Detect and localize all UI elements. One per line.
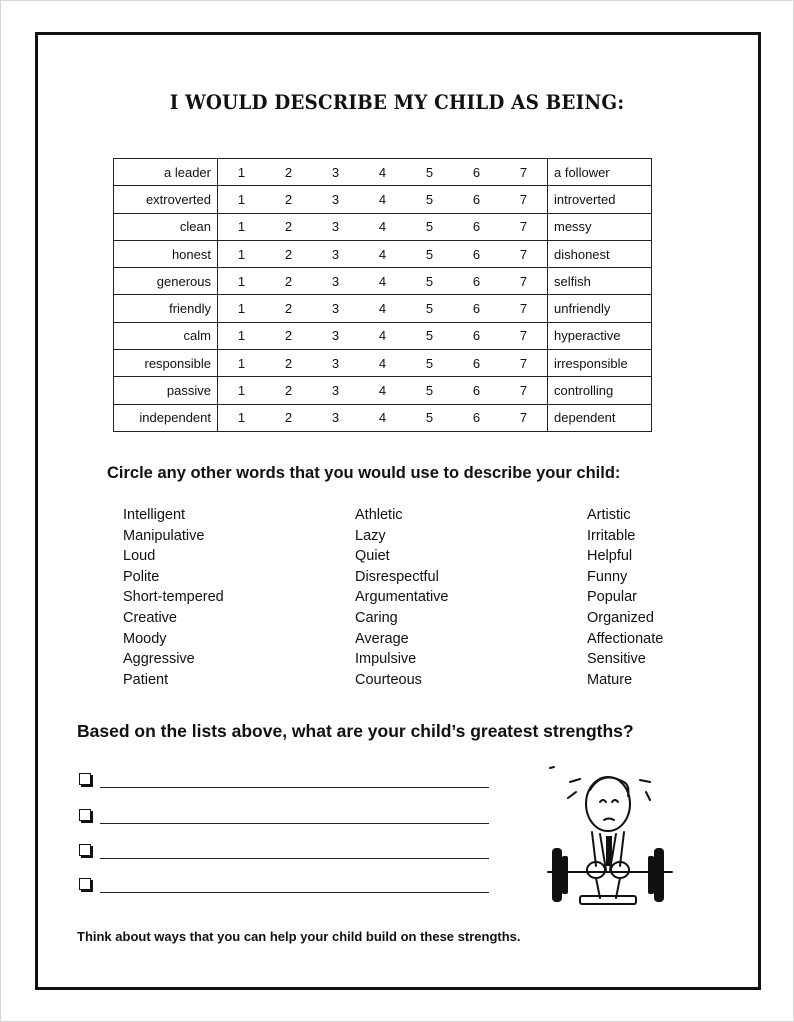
- scale-row: [114, 350, 652, 377]
- word-option[interactable]: Courteous: [355, 671, 422, 688]
- word-option[interactable]: Popular: [587, 589, 637, 606]
- trait-right: messy: [548, 213, 652, 240]
- scale-row: [114, 377, 652, 404]
- trait-right: introverted: [548, 186, 652, 213]
- rating-option[interactable]: 2: [265, 213, 312, 240]
- rating-option[interactable]: 7: [500, 377, 548, 404]
- rating-option[interactable]: 5: [406, 159, 453, 186]
- trait-left: a leader: [114, 159, 218, 186]
- rating-option[interactable]: 7: [500, 322, 548, 349]
- rating-option[interactable]: 6: [453, 268, 500, 295]
- strength-entry: [79, 804, 489, 824]
- rating-option[interactable]: 2: [265, 295, 312, 322]
- word-option[interactable]: Manipulative: [123, 527, 205, 544]
- rating-option[interactable]: 6: [453, 295, 500, 322]
- rating-option[interactable]: 2: [265, 322, 312, 349]
- rating-option[interactable]: 1: [218, 404, 266, 431]
- rating-option[interactable]: 3: [312, 322, 359, 349]
- scale-row: [114, 295, 652, 322]
- rating-option[interactable]: 2: [265, 240, 312, 267]
- scale-row: [114, 213, 652, 240]
- trait-left: responsible: [114, 350, 218, 377]
- word-column-1: [123, 505, 224, 690]
- rating-option[interactable]: 3: [312, 159, 359, 186]
- strengths-heading: Based on the lists above, what are your child’s greatest strengths?: [77, 721, 634, 741]
- rating-option[interactable]: 6: [453, 186, 500, 213]
- trait-left: friendly: [114, 295, 218, 322]
- rating-option[interactable]: 4: [359, 268, 406, 295]
- strength-entry: [79, 873, 489, 893]
- write-in-line[interactable]: [100, 892, 489, 893]
- word-option[interactable]: Affectionate: [587, 630, 664, 647]
- checkbox[interactable]: [79, 809, 91, 821]
- rating-option[interactable]: 6: [453, 377, 500, 404]
- word-option[interactable]: Polite: [123, 568, 160, 585]
- word-option[interactable]: Argumentative: [355, 589, 449, 606]
- word-option[interactable]: Lazy: [355, 527, 386, 544]
- page-title: I WOULD DESCRIBE MY CHILD AS BEING:: [169, 90, 625, 114]
- trait-left: calm: [114, 322, 218, 349]
- rating-option[interactable]: 7: [500, 295, 548, 322]
- write-in-line[interactable]: [100, 787, 489, 788]
- word-option[interactable]: Impulsive: [355, 651, 417, 668]
- rating-option[interactable]: 1: [218, 213, 266, 240]
- rating-option[interactable]: 1: [218, 350, 266, 377]
- trait-left: passive: [114, 377, 218, 404]
- rating-option[interactable]: 1: [218, 322, 266, 349]
- write-in-line[interactable]: [100, 858, 489, 859]
- trait-left: generous: [114, 268, 218, 295]
- scale-row: [114, 404, 652, 431]
- strength-entry: [79, 768, 489, 788]
- word-option[interactable]: Sensitive: [587, 651, 646, 668]
- rating-option[interactable]: 1: [218, 159, 266, 186]
- rating-option[interactable]: 4: [359, 186, 406, 213]
- rating-option[interactable]: 3: [312, 350, 359, 377]
- rating-option[interactable]: 6: [453, 240, 500, 267]
- trait-right: hyperactive: [548, 322, 652, 349]
- rating-option[interactable]: 3: [312, 213, 359, 240]
- rating-option[interactable]: 2: [265, 404, 312, 431]
- scale-row: [114, 322, 652, 349]
- word-option[interactable]: Caring: [355, 609, 398, 626]
- rating-option[interactable]: 2: [265, 159, 312, 186]
- trait-right: controlling: [548, 377, 652, 404]
- trait-right: a follower: [548, 159, 652, 186]
- scale-row: [114, 159, 652, 186]
- rating-option[interactable]: 5: [406, 350, 453, 377]
- rating-option[interactable]: 7: [500, 268, 548, 295]
- word-column-2: [355, 505, 449, 690]
- rating-option[interactable]: 1: [218, 240, 266, 267]
- trait-right: dishonest: [548, 240, 652, 267]
- word-option[interactable]: Helpful: [587, 548, 633, 565]
- rating-option[interactable]: 4: [359, 350, 406, 377]
- rating-option[interactable]: 4: [359, 213, 406, 240]
- scale-row: [114, 268, 652, 295]
- word-option[interactable]: Loud: [123, 548, 156, 565]
- rating-option[interactable]: 3: [312, 186, 359, 213]
- rating-option[interactable]: 1: [218, 295, 266, 322]
- trait-left: independent: [114, 404, 218, 431]
- rating-option[interactable]: 5: [406, 322, 453, 349]
- checkbox[interactable]: [79, 773, 91, 785]
- rating-option[interactable]: 5: [406, 404, 453, 431]
- trait-right: dependent: [548, 404, 652, 431]
- rating-option[interactable]: 7: [500, 186, 548, 213]
- rating-option[interactable]: 5: [406, 186, 453, 213]
- trait-right: irresponsible: [548, 350, 652, 377]
- trait-right: selfish: [548, 268, 652, 295]
- rating-option[interactable]: 6: [453, 350, 500, 377]
- word-option[interactable]: Disrespectful: [355, 568, 439, 585]
- rating-option[interactable]: 4: [359, 377, 406, 404]
- footer-note: Think about ways that you can help your child build on these strengths.: [77, 929, 521, 944]
- strength-entry: [79, 839, 489, 859]
- rating-option[interactable]: 4: [359, 159, 406, 186]
- rating-option[interactable]: 5: [406, 377, 453, 404]
- rating-option[interactable]: 7: [500, 159, 548, 186]
- rating-option[interactable]: 4: [359, 295, 406, 322]
- rating-option[interactable]: 7: [500, 240, 548, 267]
- rating-option[interactable]: 4: [359, 322, 406, 349]
- word-option[interactable]: Quiet: [355, 548, 390, 565]
- scale-row: [114, 240, 652, 267]
- rating-option[interactable]: 4: [359, 404, 406, 431]
- word-option[interactable]: Athletic: [355, 507, 403, 523]
- rating-option[interactable]: 1: [218, 377, 266, 404]
- rating-option[interactable]: 5: [406, 213, 453, 240]
- rating-option[interactable]: 3: [312, 404, 359, 431]
- rating-option[interactable]: 3: [312, 268, 359, 295]
- write-in-line[interactable]: [100, 823, 489, 824]
- word-column-3: [587, 505, 663, 690]
- rating-option[interactable]: 3: [312, 377, 359, 404]
- rating-option[interactable]: 4: [359, 240, 406, 267]
- rating-option[interactable]: 3: [312, 240, 359, 267]
- scale-row: [114, 186, 652, 213]
- rating-scale-table: [113, 158, 652, 432]
- word-option[interactable]: Irritable: [587, 527, 636, 544]
- rating-option[interactable]: 6: [453, 322, 500, 349]
- rating-option[interactable]: 2: [265, 350, 312, 377]
- weightlifter-clipart-icon: [540, 762, 680, 912]
- word-option[interactable]: Aggressive: [123, 651, 195, 668]
- word-option[interactable]: Mature: [587, 671, 633, 688]
- trait-left: honest: [114, 240, 218, 267]
- trait-left: extroverted: [114, 186, 218, 213]
- rating-option[interactable]: 7: [500, 213, 548, 240]
- word-option[interactable]: Patient: [123, 671, 169, 688]
- rating-option[interactable]: 1: [218, 268, 266, 295]
- word-option[interactable]: Artistic: [587, 507, 631, 523]
- checkbox[interactable]: [79, 878, 91, 890]
- rating-option[interactable]: 5: [406, 240, 453, 267]
- rating-option[interactable]: 6: [453, 404, 500, 431]
- rating-option[interactable]: 5: [406, 295, 453, 322]
- word-option[interactable]: Intelligent: [123, 507, 186, 523]
- rating-option[interactable]: 2: [265, 186, 312, 213]
- trait-right: unfriendly: [548, 295, 652, 322]
- rating-option[interactable]: 1: [218, 186, 266, 213]
- rating-option[interactable]: 7: [500, 404, 548, 431]
- rating-option[interactable]: 2: [265, 268, 312, 295]
- rating-option[interactable]: 7: [500, 350, 548, 377]
- rating-option[interactable]: 3: [312, 295, 359, 322]
- word-option[interactable]: Average: [355, 630, 409, 647]
- checkbox[interactable]: [79, 844, 91, 856]
- rating-option[interactable]: 2: [265, 377, 312, 404]
- word-option[interactable]: Organized: [587, 609, 654, 626]
- word-option[interactable]: Moody: [123, 630, 167, 647]
- trait-left: clean: [114, 213, 218, 240]
- rating-option[interactable]: 6: [453, 213, 500, 240]
- word-option[interactable]: Creative: [123, 609, 177, 626]
- word-option[interactable]: Funny: [587, 568, 628, 585]
- word-option[interactable]: Short-tempered: [123, 589, 224, 606]
- rating-option[interactable]: 6: [453, 159, 500, 186]
- circle-words-heading: Circle any other words that you would use to describe your child:: [107, 464, 621, 482]
- rating-option[interactable]: 5: [406, 268, 453, 295]
